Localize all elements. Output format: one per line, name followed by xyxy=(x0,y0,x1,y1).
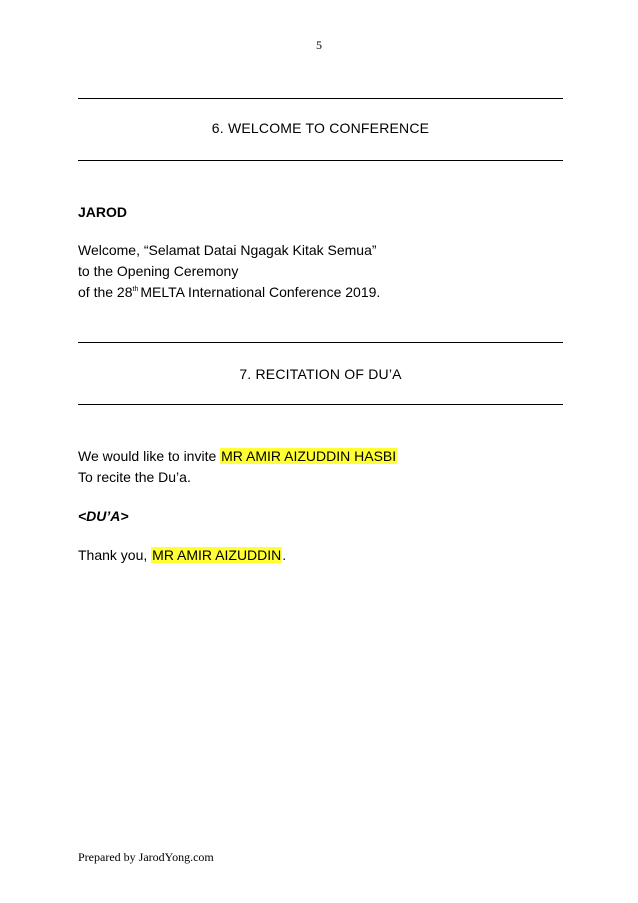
footer-credit: Prepared by JarodYong.com xyxy=(78,850,214,864)
opening-ceremony-line: to the Opening Ceremony xyxy=(78,263,239,279)
conference-line-prefix: of the 28 xyxy=(78,284,133,300)
page-number: 5 xyxy=(316,38,322,52)
section-7-heading: 7. RECITATION OF DU’A xyxy=(239,366,402,382)
thanks-line xyxy=(78,545,286,566)
section-7-top-rule xyxy=(78,342,563,343)
ordinal-suffix: th xyxy=(132,286,139,293)
conference-line xyxy=(78,282,380,303)
invite-line xyxy=(78,446,397,467)
recite-line: To recite the Du’a. xyxy=(78,469,191,485)
thanks-suffix: . xyxy=(282,547,287,563)
section-6-bottom-rule xyxy=(78,160,563,161)
conference-line-suffix: MELTA International Conference 2019. xyxy=(140,284,381,300)
welcome-line: Welcome, “Selamat Datai Ngagak Kitak Semua” xyxy=(78,242,377,258)
invite-name-highlight: MR AMIR AIZUDDIN HASBI xyxy=(221,448,397,464)
dua-cue: <DU’A> xyxy=(78,508,129,524)
speaker-name: JAROD xyxy=(78,204,128,220)
thanks-name-highlight: MR AMIR AIZUDDIN xyxy=(152,547,282,563)
section-6-heading: 6. WELCOME TO CONFERENCE xyxy=(211,120,430,136)
invite-prefix: We would like to invite xyxy=(78,448,221,464)
section-6-top-rule xyxy=(78,98,563,99)
thanks-prefix: Thank you, xyxy=(78,547,152,563)
section-7-bottom-rule xyxy=(78,404,563,405)
